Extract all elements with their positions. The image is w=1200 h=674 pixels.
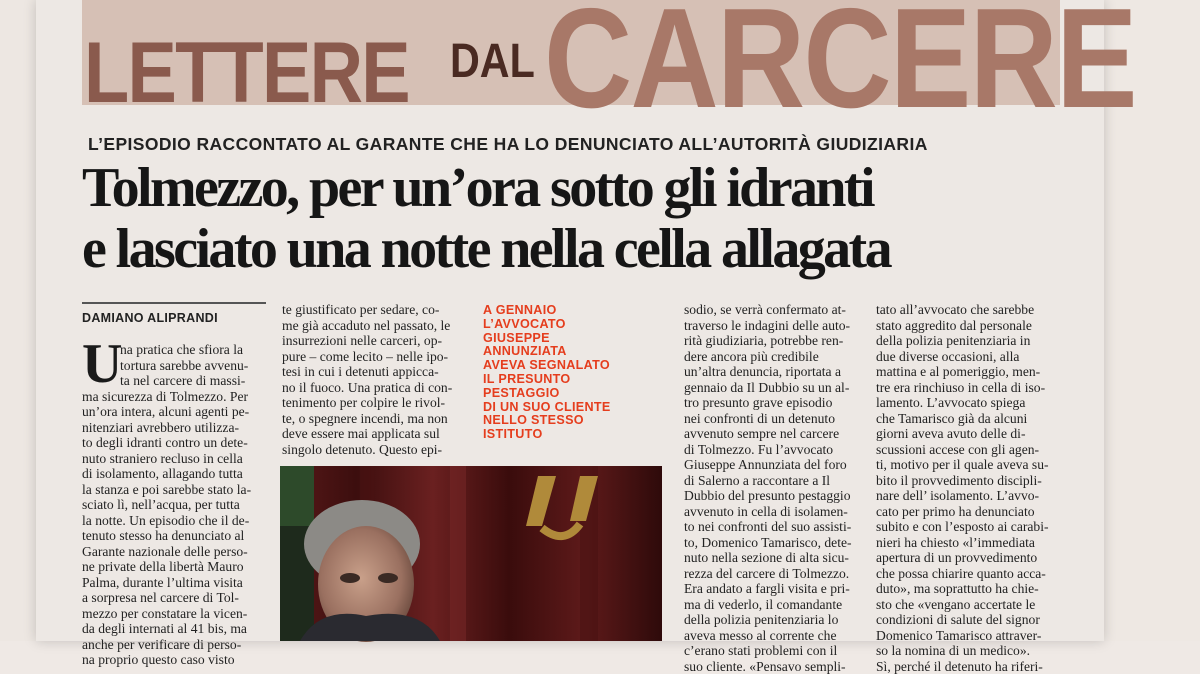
article-text-line: to, Domenico Tamarisco, dete- bbox=[684, 535, 867, 551]
article-text-line: mezzo per constatare la vicen- bbox=[82, 606, 268, 622]
pull-quote-line: AVEVA SEGNALATO bbox=[483, 359, 673, 373]
article-text-line: nei confronti di un detenuto bbox=[684, 411, 867, 427]
pull-quote-line: PESTAGGIO bbox=[483, 387, 673, 401]
article-photo bbox=[280, 466, 662, 641]
article-text-line: a sorpresa nel carcere di Tol- bbox=[82, 590, 268, 606]
article-text-line: to nei confronti del suo assisti- bbox=[684, 519, 867, 535]
article-text-line: pure – come lecito – nelle ipo- bbox=[282, 349, 467, 365]
article-text-line: tenimento per colpire le rivol- bbox=[282, 395, 467, 411]
article-text-line: ta nel carcere di massi- bbox=[82, 373, 268, 389]
article-text-line: da degli internati al 41 bis, ma bbox=[82, 621, 268, 637]
article-text-line: so la nomina di un medico». bbox=[876, 643, 1062, 659]
article-column-4 bbox=[684, 302, 867, 641]
article-text-line: la stanza e poi sarebbe stato la- bbox=[82, 482, 268, 498]
article-text-line: ma sicurezza di Tolmezzo. Per bbox=[82, 389, 268, 405]
article-text-line: traverso le indagini delle auto- bbox=[684, 318, 867, 334]
photo-illustration bbox=[280, 466, 662, 641]
article-text-line: suo cliente. «Pensavo sempli- bbox=[684, 659, 867, 674]
article-column-2 bbox=[282, 302, 467, 444]
article-text-line: ti, motivo per il quale aveva su- bbox=[876, 457, 1062, 473]
pull-quote-line: ISTITUTO bbox=[483, 428, 673, 442]
section-banner bbox=[82, 0, 1060, 105]
section-title-lettere: LETTERE bbox=[84, 30, 409, 116]
article-text-line: aveva messo al corrente che bbox=[684, 628, 867, 644]
article-text-line: avvenuto in cella di isolamen- bbox=[684, 504, 867, 520]
article-text-line: che Tamarisco già da alcuni bbox=[876, 411, 1062, 427]
article-text-line: Dubbio del presunto pestaggio bbox=[684, 488, 867, 504]
article-text-line: un’ora intera, alcuni agenti pe- bbox=[82, 404, 268, 420]
article-text-line: lamento. L’avvocato spiega bbox=[876, 395, 1062, 411]
article-text-line: giorni aveva avuto delle di- bbox=[876, 426, 1062, 442]
pull-quote-line: A GENNAIO bbox=[483, 304, 673, 318]
background-left bbox=[0, 0, 36, 641]
article-text-line: te, o spegnere incendi, ma non bbox=[282, 411, 467, 427]
article-text-line: della polizia penitenziaria in bbox=[876, 333, 1062, 349]
headline-line-1: Tolmezzo, per un’ora sotto gli idranti bbox=[82, 158, 1072, 219]
article-text-line: na pratica che sfiora la bbox=[82, 342, 268, 358]
newspaper-page bbox=[36, 0, 1104, 641]
article-text-line: stato aggredito dal personale bbox=[876, 318, 1062, 334]
article-text-line: nare dell’ isolamento. L’avvo- bbox=[876, 488, 1062, 504]
article-column-5 bbox=[876, 302, 1062, 641]
article-text-line: c’erano stati problemi con il bbox=[684, 643, 867, 659]
article-text-line: te giustificato per sedare, co- bbox=[282, 302, 467, 318]
section-title bbox=[82, 0, 1060, 105]
article-text-line: tesi in cui i detenuti appicca- bbox=[282, 364, 467, 380]
section-title-dal: DAL bbox=[450, 38, 535, 86]
article-text-line: tato all’avvocato che sarebbe bbox=[876, 302, 1062, 318]
pull-quote-line: L’AVVOCATO bbox=[483, 318, 673, 332]
pull-quote-line: IL PRESUNTO bbox=[483, 373, 673, 387]
pull-quote-line: ANNUNZIATA bbox=[483, 345, 673, 359]
article-column-1 bbox=[82, 342, 268, 641]
article-text-line: ma di vederlo, il comandante bbox=[684, 597, 867, 613]
article-text-line: condizioni di salute del signor bbox=[876, 612, 1062, 628]
article-text-line: no il fuoco. Una pratica di con- bbox=[282, 380, 467, 396]
article-text-line: me già accaduto nel passato, le bbox=[282, 318, 467, 334]
article-text-line: di isolamento, allagando tutta bbox=[82, 466, 268, 482]
article-text-line: Era andato a fargli visita e pri- bbox=[684, 581, 867, 597]
headline bbox=[82, 158, 1072, 280]
article-text-line: deve essere mai applicata sul bbox=[282, 426, 467, 442]
kicker: L’EPISODIO RACCONTATO AL GARANTE CHE HA LO DENUNCIATO ALL’AUTORITÀ GIUDIZIARIA bbox=[88, 134, 1060, 155]
article-text-line: Giuseppe Annunziata del foro bbox=[684, 457, 867, 473]
article-text-line: bito il provvedimento discipli- bbox=[876, 473, 1062, 489]
article-text-line: dere ancora più credibile bbox=[684, 349, 867, 365]
article-text-line: to degli idranti contro un dete- bbox=[82, 435, 268, 451]
article-text-line: di Salerno a raccontare a Il bbox=[684, 473, 867, 489]
article-text-line: sto che «vengano accertate le bbox=[876, 597, 1062, 613]
article-text-line: due diverse occasioni, alla bbox=[876, 349, 1062, 365]
article-text-line: tenuto stesso ha denunciato al bbox=[82, 528, 268, 544]
article-text-line: subito e con l’esposto ai carabi- bbox=[876, 519, 1062, 535]
article-text-line: rità giudiziaria, potrebbe ren- bbox=[684, 333, 867, 349]
article-text-line: sodio, se verrà confermato at- bbox=[684, 302, 867, 318]
article-text-line: avvenuto sempre nel carcere bbox=[684, 426, 867, 442]
article-text-line: nuto nella sezione di alta sicu- bbox=[684, 550, 867, 566]
article-text-line: tre era rinchiuso in cella di iso- bbox=[876, 380, 1062, 396]
pull-quote-line: GIUSEPPE bbox=[483, 332, 673, 346]
headline-line-2: e lasciato una notte nella cella allagata bbox=[82, 219, 1072, 280]
article-text-line: sciato lì, nell’acqua, per tutta bbox=[82, 497, 268, 513]
article-text-line: apertura di un provvedimento bbox=[876, 550, 1062, 566]
article-text-line: della polizia penitenziaria lo bbox=[684, 612, 867, 628]
article-text-line: Garante nazionale delle perso- bbox=[82, 544, 268, 560]
pull-quote-line: DI UN SUO CLIENTE bbox=[483, 401, 673, 415]
article-text-line: cato per primo ha denunciato bbox=[876, 504, 1062, 520]
article-text-line: Sì, perché il detenuto ha riferi- bbox=[876, 659, 1062, 674]
article-text-line: nieri ha chiesto «l’immediata bbox=[876, 535, 1062, 551]
article-text-line: duto», ma soprattutto ha chie- bbox=[876, 581, 1062, 597]
article-text-line: mattina e al pomeriggio, men- bbox=[876, 364, 1062, 380]
article-text-line: na proprio questo caso visto bbox=[82, 652, 268, 668]
article-text-line: ne private della libertà Mauro bbox=[82, 559, 268, 575]
article-text-line: anche per verificare di perso- bbox=[82, 637, 268, 653]
section-title-carcere: CARCERE bbox=[544, 0, 1136, 130]
article-text-line: rezza del carcere di Tolmezzo. bbox=[684, 566, 867, 582]
byline-rule bbox=[82, 302, 266, 304]
article-text-line: tro presunto grave episodio bbox=[684, 395, 867, 411]
article-text-line: Domenico Tamarisco attraver- bbox=[876, 628, 1062, 644]
article-text-line: nitenziari avrebbero utilizza- bbox=[82, 420, 268, 436]
dropcap: U bbox=[82, 341, 122, 387]
article-text-line: un’altra denuncia, riportata a bbox=[684, 364, 867, 380]
pull-quote bbox=[483, 304, 673, 442]
article-text-line: di Tolmezzo. Fu l’avvocato bbox=[684, 442, 867, 458]
article-text-line: la notte. Un episodio che il de- bbox=[82, 513, 268, 529]
article-text-line: scussioni accese con gli agen- bbox=[876, 442, 1062, 458]
article-text-line: che possa chiarire quanto acca- bbox=[876, 566, 1062, 582]
article-text-line: nuto straniero recluso in cella bbox=[82, 451, 268, 467]
article-text-line: insurrezioni nelle carceri, op- bbox=[282, 333, 467, 349]
byline: DAMIANO ALIPRANDI bbox=[82, 311, 218, 325]
article-text-line: Palma, durante l’ultima visita bbox=[82, 575, 268, 591]
pull-quote-line: NELLO STESSO bbox=[483, 414, 673, 428]
article-text-line: gennaio da Il Dubbio su un al- bbox=[684, 380, 867, 396]
article-text-line: singolo detenuto. Questo epi- bbox=[282, 442, 467, 458]
article-text-line: tortura sarebbe avvenu- bbox=[82, 358, 268, 374]
